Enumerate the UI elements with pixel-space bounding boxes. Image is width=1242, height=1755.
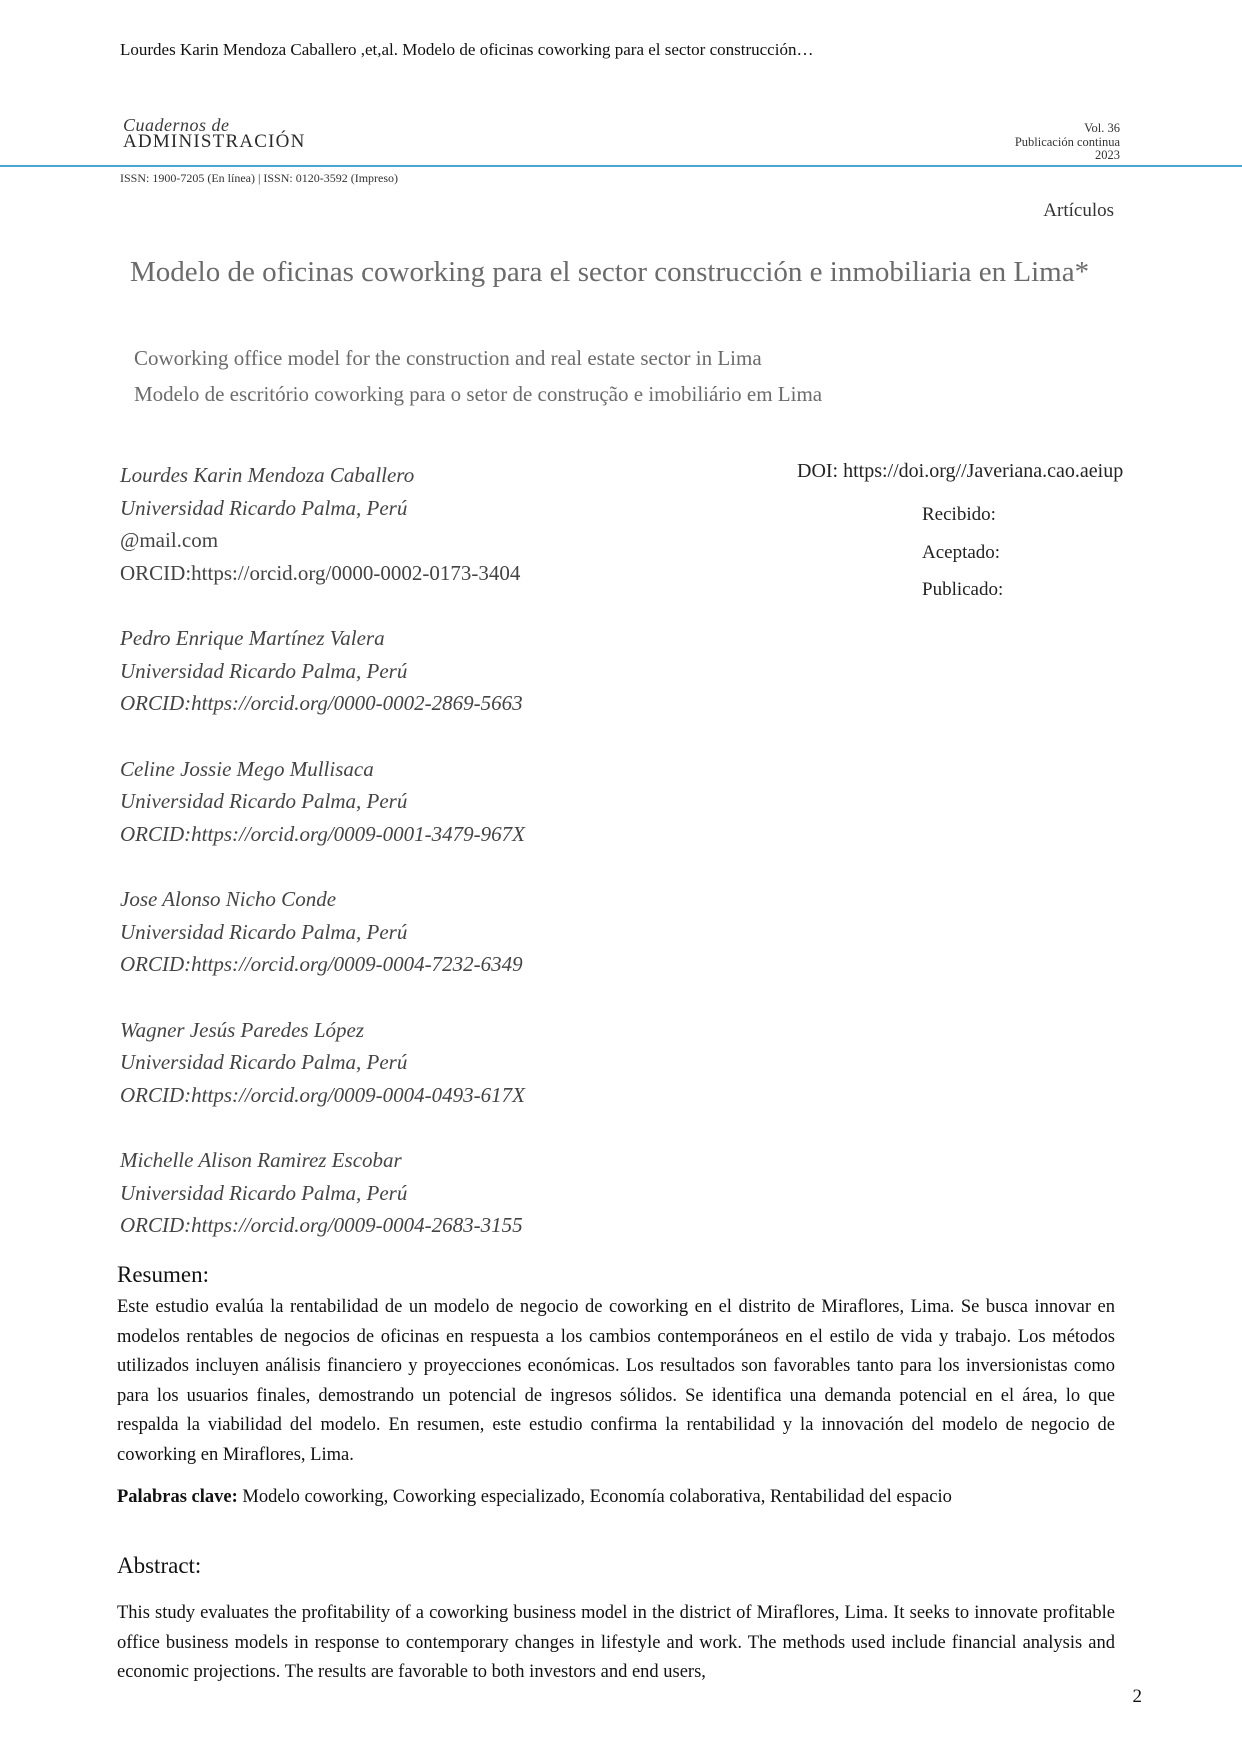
author-affiliation: Universidad Ricardo Palma, Perú bbox=[120, 1050, 408, 1074]
title-portuguese: Modelo de escritório coworking para o setor de construção e imobiliário em Lima bbox=[134, 382, 823, 406]
author-affiliation: Universidad Ricardo Palma, Perú bbox=[120, 495, 408, 520]
author-list bbox=[120, 459, 740, 1275]
author-affiliation: Universidad Ricardo Palma, Perú bbox=[120, 789, 408, 813]
doi-link[interactable]: DOI: https://doi.org//Javeriana.cao.aeiup bbox=[797, 460, 1124, 482]
author-orcid-link[interactable]: ORCID:https://orcid.org/0009-0004-0493-617X bbox=[120, 1082, 525, 1107]
journal-logo-line2: ADMINISTRACIÓN bbox=[123, 131, 306, 152]
issn-line: ISSN: 1900-7205 (En línea) | ISSN: 0120-3592 (Impreso) bbox=[120, 171, 399, 185]
resumen-text: Este estudio evalúa la rentabilidad de un modelo de negocio de coworking en el distrito de Miraflores, Lima. Se busca innovar en modelos rentables de negocios de oficinas en respuesta a los cambios contemporáneos en el estilo de vida y trabajo. Los métodos utilizados incluyen análisis financiero y proyecciones económicas. Los resultados son favorables tanto para los inversionistas como para los usuarios finales, demostrando un potencial de ingresos sólidos. Se identifica una demanda potencial en el área, lo que respalda la viabilidad del modelo. En resumen, este estudio confirma la rentabilidad y la innovación del modelo de negocio de coworking en Miraflores, Lima. bbox=[117, 1297, 1115, 1465]
title-english: Coworking office model for the construction and real estate sector in Lima bbox=[134, 346, 762, 370]
author-orcid-link[interactable]: ORCID:https://orcid.org/0000-0002-0173-3404 bbox=[120, 560, 521, 585]
journal-meta bbox=[1015, 122, 1120, 163]
author-orcid-link[interactable]: ORCID:https://orcid.org/0000-0002-2869-5663 bbox=[120, 691, 523, 715]
author-name: Lourdes Karin Mendoza Caballero bbox=[120, 463, 415, 487]
keywords-text: Modelo coworking, Coworking especializado, Economía colaborativa, Rentabilidad del espacio bbox=[237, 1487, 952, 1507]
date-accepted: Aceptado: bbox=[922, 541, 1001, 563]
abstract-text: This study evaluates the profitability of a coworking business model in the district of Miraflores, Lima. It seeks to innovate profitable office business models in response to contemporary changes in lifestyle and work. The methods used include financial analysis and economic projections. The results are favorable to both investors and end users, bbox=[117, 1603, 1115, 1682]
author-block bbox=[120, 1144, 740, 1242]
keywords-label: Palabras clave: bbox=[117, 1487, 238, 1507]
author-email[interactable]: @mail.com bbox=[120, 528, 219, 552]
article-title: Modelo de oficinas coworking para el sector construcción e inmobiliaria en Lima* bbox=[130, 256, 1090, 288]
journal-year: 2023 bbox=[1095, 148, 1120, 162]
author-name: Celine Jossie Mego Mullisaca bbox=[120, 756, 374, 781]
author-name: Wagner Jesús Paredes López bbox=[120, 1017, 365, 1042]
date-published: Publicado: bbox=[922, 579, 1004, 600]
keywords bbox=[117, 1487, 1115, 1508]
journal-logo-line1: Cuadernos de bbox=[123, 115, 230, 135]
author-affiliation: Universidad Ricardo Palma, Perú bbox=[120, 919, 408, 944]
abstract-heading: Abstract: bbox=[117, 1553, 202, 1578]
author-affiliation: Universidad Ricardo Palma, Perú bbox=[120, 658, 408, 683]
author-block bbox=[120, 883, 740, 981]
journal-volume: Vol. 36 bbox=[1084, 121, 1120, 135]
author-name: Michelle Alison Ramirez Escobar bbox=[120, 1148, 402, 1172]
author-orcid-link[interactable]: ORCID:https://orcid.org/0009-0004-7232-6349 bbox=[120, 952, 523, 976]
author-orcid-link[interactable]: ORCID:https://orcid.org/0009-0001-3479-967X bbox=[120, 821, 525, 846]
author-name: Jose Alonso Nicho Conde bbox=[120, 887, 337, 911]
author-block bbox=[120, 459, 740, 589]
section-label: Artículos bbox=[1043, 200, 1114, 221]
author-affiliation: Universidad Ricardo Palma, Perú bbox=[120, 1180, 408, 1205]
page-number: 2 bbox=[1132, 1686, 1142, 1707]
running-head: Lourdes Karin Mendoza Caballero ,et,al. Modelo de oficinas coworking para el sector construcción… bbox=[120, 40, 814, 59]
date-received: Recibido: bbox=[922, 504, 996, 525]
author-orcid-link[interactable]: ORCID:https://orcid.org/0009-0004-2683-3155 bbox=[120, 1213, 523, 1237]
author-block bbox=[120, 753, 740, 851]
alternate-titles bbox=[134, 340, 822, 412]
journal-publication-type: Publicación continua bbox=[1014, 134, 1120, 149]
resumen-heading: Resumen: bbox=[117, 1262, 209, 1287]
author-block bbox=[120, 1014, 740, 1112]
header-rule bbox=[0, 165, 1242, 167]
publication-dates bbox=[922, 500, 1003, 613]
author-name: Pedro Enrique Martínez Valera bbox=[120, 626, 385, 650]
author-block bbox=[120, 622, 740, 720]
